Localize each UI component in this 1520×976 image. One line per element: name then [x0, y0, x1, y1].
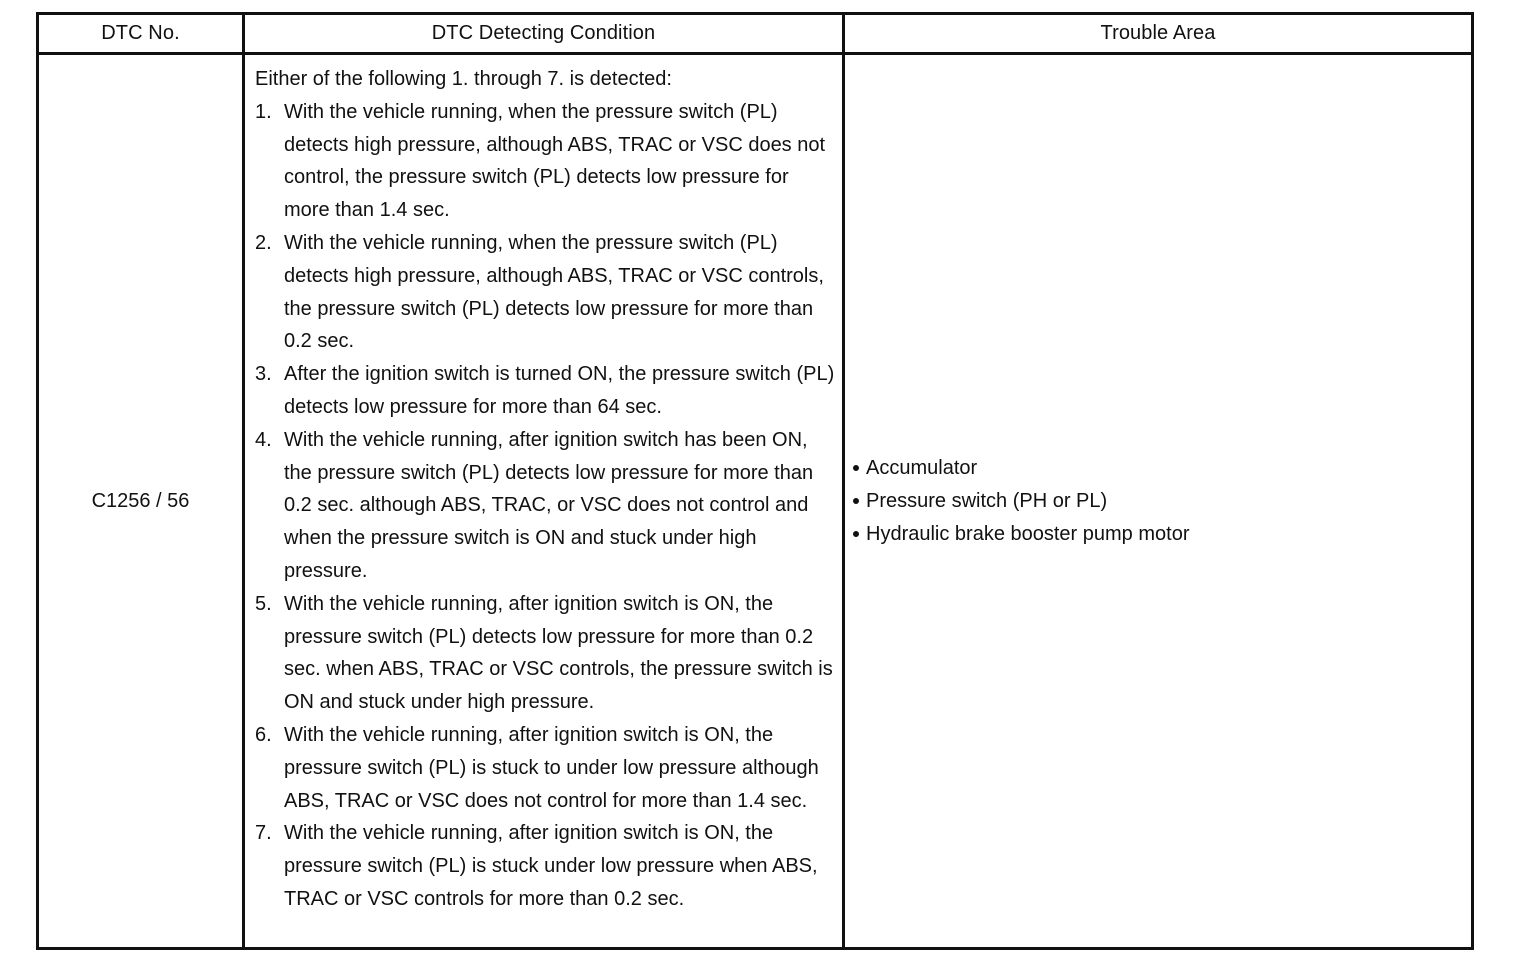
condition-item: [255, 719, 836, 817]
condition-number: 6.: [255, 723, 272, 746]
trouble-area-cell: [844, 54, 1473, 949]
condition-item: [255, 817, 836, 915]
condition-text: After the ignition switch is turned ON, the pressure switch (PL) detects low pressure for more than 64 sec.: [284, 363, 835, 418]
condition-number: 3.: [255, 363, 272, 386]
bullet-icon: [853, 498, 859, 504]
condition-number: 7.: [255, 822, 272, 845]
table-row: [38, 54, 1473, 949]
condition-text: With the vehicle running, after ignition switch is ON, the pressure switch (PL) detects low pressure for more than 0.2 sec. when ABS, TRAC or VSC controls, the pressure switch is ON and stuck under high pressure.: [284, 592, 833, 714]
trouble-area-text: Accumulator: [866, 456, 978, 479]
condition-number: 1.: [255, 100, 272, 123]
condition-item: [255, 227, 836, 358]
list-item: [853, 485, 1471, 518]
condition-text: With the vehicle running, when the pressure switch (PL) detects high pressure, although ABS, TRAC or VSC controls, the pressure switch (PL) detects low pressure for more than 0.2 sec.: [284, 231, 824, 353]
trouble-area-text: Pressure switch (PH or PL): [866, 489, 1108, 512]
trouble-area-text: Hydraulic brake booster pump motor: [866, 522, 1190, 545]
condition-item: [255, 96, 836, 227]
condition-cell: [244, 54, 844, 949]
bullet-icon: [853, 531, 859, 537]
list-item: [853, 518, 1471, 551]
condition-text: With the vehicle running, after ignition switch is ON, the pressure switch (PL) is stuck to under low pressure although ABS, TRAC or VSC does not control for more than 1.4 sec.: [284, 723, 819, 812]
condition-number: 5.: [255, 592, 272, 615]
header-condition: DTC Detecting Condition: [244, 14, 844, 54]
condition-text: With the vehicle running, after ignition switch is ON, the pressure switch (PL) is stuck under low pressure when ABS, TRAC or VSC controls for more than 0.2 sec.: [284, 822, 818, 910]
trouble-area-list: [853, 452, 1471, 551]
condition-item: [255, 588, 836, 719]
dtc-code: C1256 / 56: [38, 54, 244, 949]
header-trouble-area: Trouble Area: [844, 14, 1473, 54]
condition-item: [255, 424, 836, 588]
list-item: [853, 452, 1471, 485]
condition-text: With the vehicle running, after ignition switch has been ON, the pressure switch (PL) detects low pressure for more than 0.2 sec. although ABS, TRAC, or VSC does not control and when the pressure switch is ON and stuck under high pressure.: [284, 428, 814, 582]
dtc-table: [36, 12, 1474, 950]
condition-intro: Either of the following 1. through 7. is detected:: [255, 68, 672, 90]
condition-number: 2.: [255, 231, 272, 254]
condition-list: [255, 96, 836, 916]
bullet-icon: [853, 465, 859, 471]
header-dtc-no: DTC No.: [38, 14, 244, 54]
condition-item: [255, 358, 836, 424]
header-row: [38, 14, 1473, 54]
condition-text: With the vehicle running, when the pressure switch (PL) detects high pressure, although ABS, TRAC or VSC does not control, the pressure switch (PL) detects low pressure for more than 1.4 sec.: [284, 100, 826, 222]
condition-number: 4.: [255, 428, 272, 451]
